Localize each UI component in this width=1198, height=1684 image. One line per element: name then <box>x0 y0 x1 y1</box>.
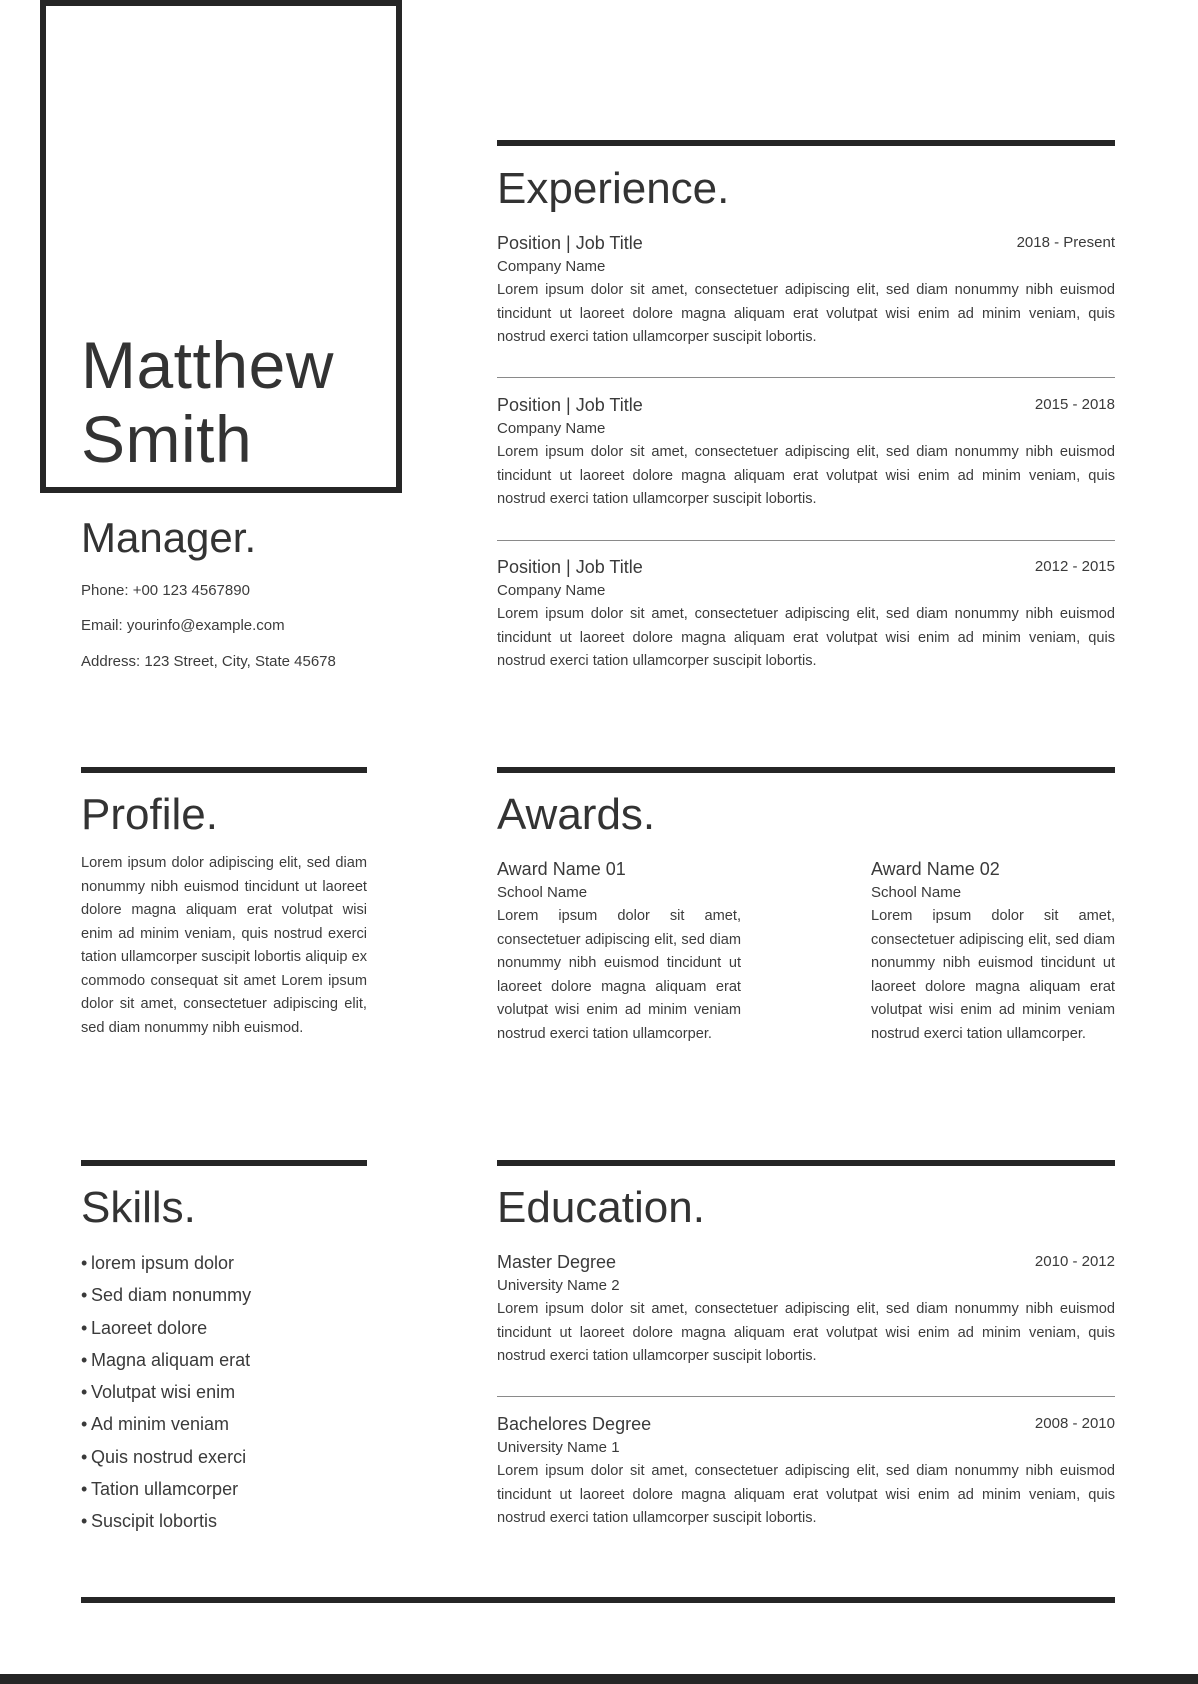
education-description: Lorem ipsum dolor sit amet, consectetuer adipiscing elit, sed diam nonummy nibh euismod tincidunt ut laoreet dolore magna aliquam erat volutpat wisi enim ad minim veniam, quis nostrud exerci tation ullamcorper suscipit lobortis. <box>497 1301 1115 1364</box>
education-university: University Name 2 <box>497 1277 620 1294</box>
skill-item: • Suscipit lobortis <box>81 1505 251 1537</box>
experience-position: Position | Job Title <box>497 395 643 415</box>
skill-item: • Ad minim veniam <box>81 1408 251 1440</box>
education-description: Lorem ipsum dolor sit amet, consectetuer adipiscing elit, sed diam nonummy nibh euismod tincidunt ut laoreet dolore magna aliquam erat volutpat wisi enim ad minim veniam, quis nostrud exerci tation ullamcorper suscipit lobortis. <box>497 1463 1115 1526</box>
job-role-title: Manager. <box>81 514 257 561</box>
profile-text: Lorem ipsum dolor adipiscing elit, sed diam nonummy nibh euismod tincidunt ut laoreet dolore magna aliquam erat volutpat wisi enim ad minim veniam, quis nostrud exerci tation ullamcorper suscipit lobortis aliquip ex commodo consequat sit amet Lorem ipsum dolor sit amet, consectetuer adipiscing elit, sed diam nonummy nibh euismod. <box>81 855 367 1036</box>
skill-item: • Magna aliquam erat <box>81 1344 251 1376</box>
skill-item: • Volutpat wisi enim <box>81 1376 251 1408</box>
experience-separator <box>497 377 1115 378</box>
bullet-icon: • <box>81 1511 88 1532</box>
award-description: Lorem ipsum dolor sit amet, consectetuer adipiscing elit, sed diam nonummy nibh euismod tincidunt ut laoreet dolore magna aliquam erat volutpat wisi enim ad minim veniam nostrud exerci tation ullamcorper. <box>871 908 1115 1042</box>
education-dates: 2008 - 2010 <box>1034 1415 1115 1432</box>
experience-company: Company Name <box>497 420 606 437</box>
experience-position: Position | Job Title <box>497 233 643 253</box>
skill-item: • Quis nostrud exerci <box>81 1441 251 1473</box>
skills-divider <box>81 1160 367 1166</box>
experience-position: Position | Job Title <box>497 557 643 577</box>
experience-dates: 2012 - 2015 <box>1034 558 1115 575</box>
award-school: School Name <box>497 884 588 901</box>
skills-heading: Skills. <box>81 1183 196 1232</box>
skill-item: • Laoreet dolore <box>81 1312 251 1344</box>
bullet-icon: • <box>81 1285 88 1306</box>
last-name: Smith <box>81 402 253 476</box>
award-name: Award Name 01 <box>497 859 626 879</box>
skill-item: • Sed diam nonummy <box>81 1279 251 1311</box>
awards-heading: Awards. <box>497 790 656 839</box>
awards-divider <box>497 767 1115 773</box>
bullet-icon: • <box>81 1317 88 1338</box>
bullet-icon: • <box>81 1253 88 1273</box>
bullet-icon: • <box>81 1446 88 1467</box>
experience-description: Lorem ipsum dolor sit amet, consectetuer adipiscing elit, sed diam nonummy nibh euismod tincidunt ut laoreet dolore magna aliquam erat volutpat wisi enim ad minim veniam, quis nostrud exerci tation ullamcorper suscipit lobortis. <box>497 606 1115 669</box>
experience-dates: 2018 - Present <box>1016 234 1115 251</box>
award-school: School Name <box>871 884 962 901</box>
education-degree: Bachelores Degree <box>497 1414 652 1434</box>
education-degree: Master Degree <box>497 1252 617 1272</box>
profile-divider <box>81 767 367 773</box>
bullet-icon: • <box>81 1479 88 1500</box>
bullet-icon: • <box>81 1349 88 1370</box>
bottom-divider <box>81 1597 1115 1603</box>
experience-divider <box>497 140 1115 146</box>
contact-email: Email: yourinfo@example.com <box>81 617 285 634</box>
footer-bar <box>0 1674 1198 1684</box>
contact-address: Address: 123 Street, City, State 45678 <box>81 653 336 670</box>
full-name <box>81 328 401 476</box>
award-name: Award Name 02 <box>871 859 1000 879</box>
experience-company: Company Name <box>497 582 606 599</box>
experience-heading: Experience. <box>497 164 730 213</box>
experience-description: Lorem ipsum dolor sit amet, consectetuer adipiscing elit, sed diam nonummy nibh euismod tincidunt ut laoreet dolore magna aliquam erat volutpat wisi enim ad minim veniam, quis nostrud exerci tation ullamcorper suscipit lobortis. <box>497 282 1115 345</box>
skill-item: • Tation ullamcorper <box>81 1473 251 1505</box>
contact-phone: Phone: +00 123 4567890 <box>81 582 250 599</box>
experience-dates: 2015 - 2018 <box>1034 396 1115 413</box>
education-heading: Education. <box>497 1183 705 1232</box>
skill-item: • lorem ipsum dolor <box>81 1247 251 1279</box>
bullet-icon: • <box>81 1382 88 1403</box>
education-university: University Name 1 <box>497 1439 620 1456</box>
award-description: Lorem ipsum dolor sit amet, consectetuer adipiscing elit, sed diam nonummy nibh euismod tincidunt ut laoreet dolore magna aliquam erat volutpat wisi enim ad minim veniam nostrud exerci tation ullamcorper. <box>497 908 741 1042</box>
education-dates: 2010 - 2012 <box>1034 1253 1115 1270</box>
bullet-icon: • <box>81 1414 88 1435</box>
profile-heading: Profile. <box>81 790 218 839</box>
education-separator <box>497 1396 1115 1397</box>
education-divider <box>497 1160 1115 1166</box>
experience-company: Company Name <box>497 258 606 275</box>
experience-description: Lorem ipsum dolor sit amet, consectetuer adipiscing elit, sed diam nonummy nibh euismod tincidunt ut laoreet dolore magna aliquam erat volutpat wisi enim ad minim veniam, quis nostrud exerci tation ullamcorper suscipit lobortis. <box>497 444 1115 507</box>
skills-list <box>81 1247 251 1538</box>
experience-separator <box>497 540 1115 541</box>
first-name: Matthew <box>81 328 334 402</box>
